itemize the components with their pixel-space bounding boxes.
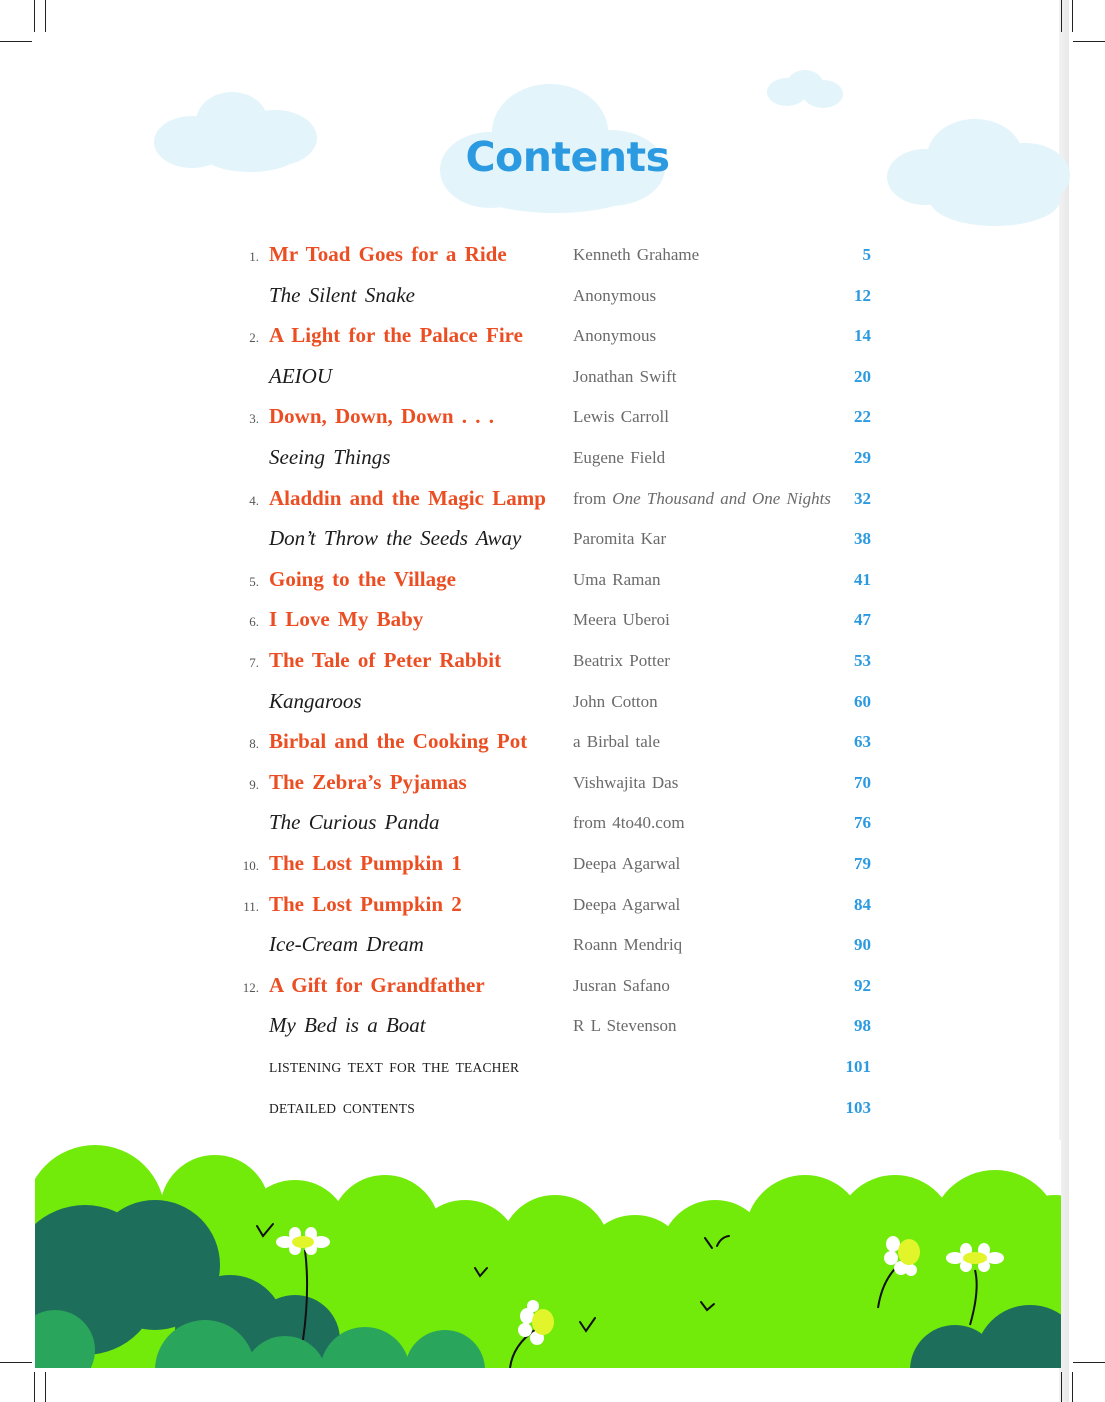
entry-author: Deepa Agarwal bbox=[573, 854, 681, 873]
entry-author: a Birbal tale bbox=[573, 732, 661, 752]
entry-number: 8. bbox=[249, 736, 259, 752]
entry-author: Paromita Kar bbox=[573, 529, 667, 549]
entry-title: Kangaroos bbox=[269, 688, 362, 713]
entry-author: Eugene Field bbox=[573, 448, 666, 467]
entry-number: 5. bbox=[249, 573, 259, 589]
entry-author: Anonymous bbox=[573, 285, 657, 305]
entry-page: 41 bbox=[854, 569, 871, 589]
toc-entry[interactable] bbox=[0, 358, 1105, 398]
entry-page: 22 bbox=[854, 407, 871, 427]
entry-author: Jonathan Swift bbox=[573, 366, 677, 386]
entry-title: The Silent Snake bbox=[269, 282, 415, 307]
toc-entry[interactable] bbox=[0, 1089, 1105, 1129]
cloud-icon bbox=[765, 68, 845, 113]
toc-entry[interactable] bbox=[0, 398, 1105, 438]
entry-title: I Love My Baby bbox=[269, 607, 424, 632]
toc-entry[interactable] bbox=[0, 561, 1105, 601]
entry-author: from 4to40.com bbox=[573, 813, 685, 833]
entry-title: DETAILED CONTENTS bbox=[269, 1100, 415, 1116]
entry-page: 79 bbox=[854, 854, 871, 873]
toc-entry[interactable] bbox=[0, 723, 1105, 763]
entry-title: Down, Down, Down . . . bbox=[269, 404, 495, 429]
entry-author: Kenneth Grahame bbox=[573, 245, 700, 264]
entry-title: The Zebra’s Pyjamas bbox=[269, 769, 467, 794]
entry-page: 101 bbox=[845, 1057, 871, 1076]
entry-number: 6. bbox=[249, 614, 259, 630]
entry-number: 7. bbox=[249, 655, 259, 670]
entry-author: Anonymous bbox=[573, 326, 657, 346]
entry-page: 103 bbox=[845, 1097, 871, 1117]
toc-entry[interactable] bbox=[0, 277, 1105, 317]
entry-author: John Cotton bbox=[573, 691, 658, 711]
grass-scene bbox=[35, 1140, 1061, 1368]
entry-author: Meera Uberoi bbox=[573, 610, 670, 630]
entry-author: R L Stevenson bbox=[573, 1016, 677, 1036]
entry-title: Aladdin and the Magic Lamp bbox=[269, 485, 546, 510]
entry-title: Going to the Village bbox=[269, 566, 456, 591]
page-title: Contents bbox=[465, 133, 670, 181]
entry-page: 76 bbox=[854, 813, 871, 833]
entry-page: 29 bbox=[854, 448, 871, 467]
entry-author: Beatrix Potter bbox=[573, 651, 670, 670]
entry-page: 38 bbox=[854, 529, 871, 549]
entry-title: Ice-Cream Dream bbox=[269, 932, 424, 957]
toc-entry[interactable] bbox=[0, 1048, 1105, 1088]
toc-entry[interactable] bbox=[0, 804, 1105, 844]
toc-entry[interactable] bbox=[0, 480, 1105, 520]
entry-number: 3. bbox=[249, 411, 259, 427]
entry-page: 84 bbox=[854, 894, 871, 914]
entry-page: 12 bbox=[854, 285, 871, 305]
entry-title: Don’t Throw the Seeds Away bbox=[269, 526, 522, 551]
entry-number: 11. bbox=[243, 898, 259, 914]
entry-author: Roann Mendriq bbox=[573, 935, 683, 955]
toc-entry[interactable] bbox=[0, 1007, 1105, 1047]
entry-page: 92 bbox=[854, 975, 871, 995]
entry-page: 20 bbox=[854, 366, 871, 386]
entry-title: A Gift for Grandfather bbox=[269, 972, 485, 997]
entry-title: The Lost Pumpkin 1 bbox=[269, 851, 462, 875]
toc-entry[interactable] bbox=[0, 845, 1105, 885]
entry-title: My Bed is a Boat bbox=[269, 1013, 426, 1038]
entry-number: 1. bbox=[249, 249, 259, 264]
entry-title: Seeing Things bbox=[269, 445, 391, 469]
entry-title: A Light for the Palace Fire bbox=[269, 323, 523, 348]
toc-entry[interactable] bbox=[0, 764, 1105, 804]
toc-entry[interactable] bbox=[0, 439, 1105, 479]
source-title: One Thousand and One Nights bbox=[612, 488, 831, 508]
entry-title: Mr Toad Goes for a Ride bbox=[269, 242, 507, 266]
entry-number: 10. bbox=[242, 858, 259, 873]
entry-page: 63 bbox=[854, 732, 871, 752]
entry-number: 4. bbox=[249, 492, 259, 508]
entry-page: 5 bbox=[862, 245, 871, 264]
entry-page: 14 bbox=[854, 326, 871, 346]
entry-page: 32 bbox=[854, 488, 871, 508]
entry-author: Lewis Carroll bbox=[573, 407, 669, 427]
entry-title: AEIOU bbox=[269, 363, 332, 388]
entry-number: 9. bbox=[249, 776, 259, 792]
toc-entry[interactable] bbox=[0, 236, 1105, 276]
entry-page: 47 bbox=[854, 610, 871, 630]
entry-author: Uma Raman bbox=[573, 569, 661, 589]
toc-entry[interactable] bbox=[0, 683, 1105, 723]
entry-number: 12. bbox=[242, 979, 259, 995]
entry-number: 2. bbox=[249, 330, 259, 346]
entry-title: LISTENING TEXT FOR THE TEACHER bbox=[269, 1060, 520, 1075]
toc-entry[interactable] bbox=[0, 926, 1105, 966]
entry-page: 53 bbox=[854, 651, 871, 670]
toc-entry[interactable] bbox=[0, 317, 1105, 357]
toc-entry[interactable] bbox=[0, 642, 1105, 682]
toc-entry[interactable] bbox=[0, 601, 1105, 641]
entry-title: The Lost Pumpkin 2 bbox=[269, 891, 462, 916]
entry-page: 70 bbox=[854, 772, 871, 792]
entry-page: 98 bbox=[854, 1016, 871, 1036]
entry-author: Jusran Safano bbox=[573, 975, 670, 995]
entry-title: The Tale of Peter Rabbit bbox=[269, 648, 502, 672]
entry-author bbox=[573, 489, 831, 509]
toc-entry[interactable] bbox=[0, 520, 1105, 560]
entry-author: Deepa Agarwal bbox=[573, 894, 681, 914]
entry-title: The Curious Panda bbox=[269, 810, 440, 835]
toc-entry[interactable] bbox=[0, 967, 1105, 1007]
entry-title: Birbal and the Cooking Pot bbox=[269, 729, 528, 754]
entry-author: Vishwajita Das bbox=[573, 772, 679, 792]
author-prefix: from bbox=[573, 488, 607, 508]
entry-page: 90 bbox=[854, 935, 871, 955]
entry-page: 60 bbox=[854, 691, 871, 711]
toc-entry[interactable] bbox=[0, 886, 1105, 926]
